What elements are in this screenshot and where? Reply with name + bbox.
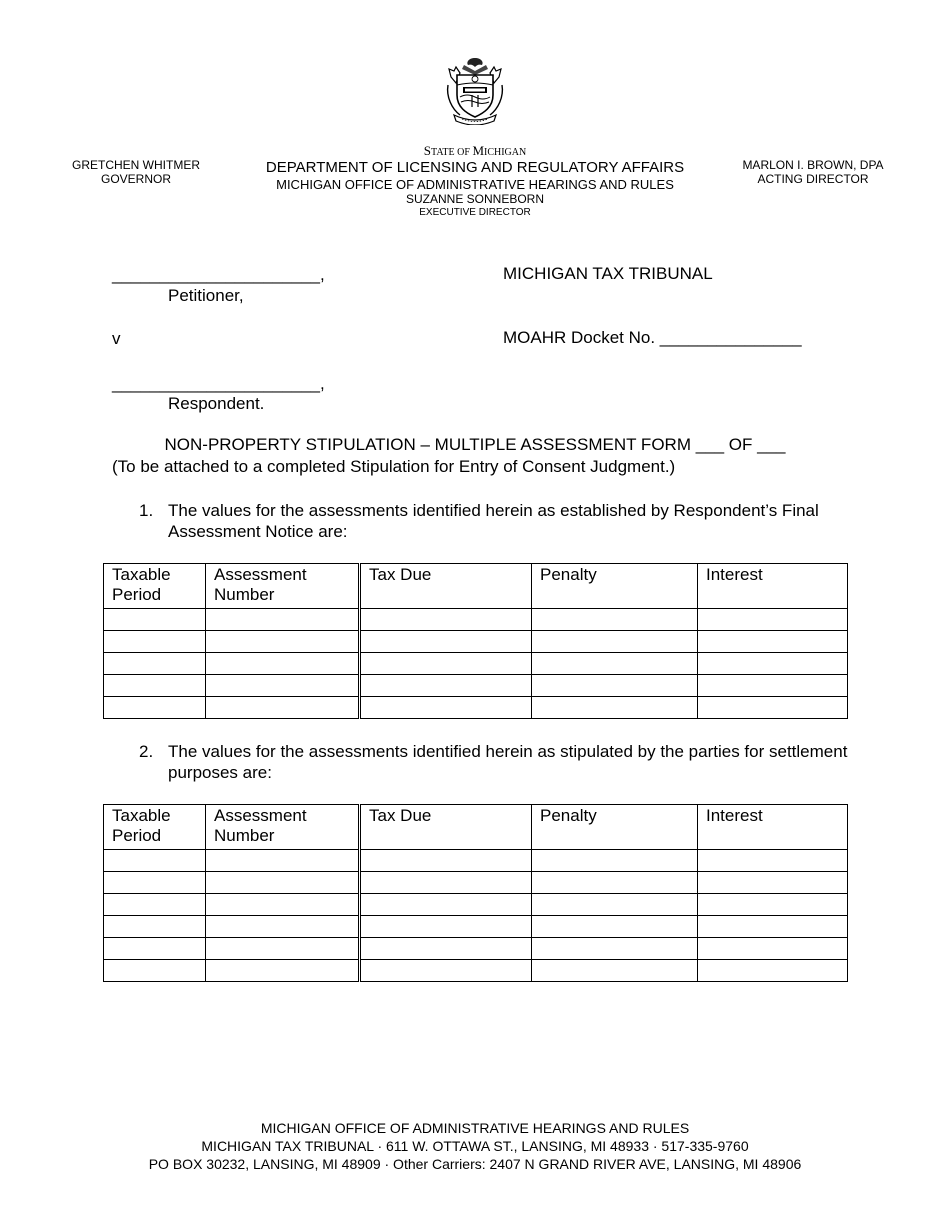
table-cell[interactable] bbox=[698, 872, 848, 894]
stipulated-assessment-table bbox=[103, 804, 848, 982]
table-cell[interactable] bbox=[360, 631, 532, 653]
tribunal-name: MICHIGAN TAX TRIBUNAL bbox=[503, 264, 713, 283]
table-cell[interactable] bbox=[104, 938, 206, 960]
column-header-tax-due: Tax Due bbox=[360, 805, 532, 850]
table-row bbox=[104, 697, 848, 719]
table-cell[interactable] bbox=[698, 653, 848, 675]
column-header-interest: Interest bbox=[698, 805, 848, 850]
table-header-row bbox=[104, 805, 848, 850]
table-cell[interactable] bbox=[532, 938, 698, 960]
director-block bbox=[732, 158, 894, 186]
michigan-state-seal-icon bbox=[442, 55, 508, 125]
table-cell[interactable] bbox=[532, 850, 698, 872]
table-cell[interactable] bbox=[360, 850, 532, 872]
table-row bbox=[104, 609, 848, 631]
table-cell[interactable] bbox=[104, 894, 206, 916]
table-header-row bbox=[104, 564, 848, 609]
table-cell[interactable] bbox=[698, 697, 848, 719]
column-header-taxable-period: Taxable Period bbox=[104, 805, 206, 850]
final-assessment-table bbox=[103, 563, 848, 719]
director-name: MARLON I. BROWN, DPA bbox=[742, 158, 884, 172]
column-header-taxable-period: Taxable Period bbox=[104, 564, 206, 609]
item-1-number: 1. bbox=[139, 501, 154, 520]
table-cell[interactable] bbox=[532, 872, 698, 894]
table-cell[interactable] bbox=[360, 609, 532, 631]
table-cell[interactable] bbox=[532, 697, 698, 719]
michigan-rest: ICHIGAN bbox=[484, 147, 527, 158]
column-header-interest: Interest bbox=[698, 564, 848, 609]
table-cell[interactable] bbox=[206, 653, 360, 675]
state-of-michigan-heading bbox=[0, 143, 950, 159]
item-2-number: 2. bbox=[139, 742, 154, 761]
table-cell[interactable] bbox=[206, 675, 360, 697]
respondent-label: Respondent. bbox=[168, 394, 265, 413]
table-body bbox=[104, 609, 848, 719]
table-row bbox=[104, 631, 848, 653]
footer-address: MICHIGAN TAX TRIBUNAL · 611 W. OTTAWA ST., LANSING, MI 48933 · 517-335-9760 bbox=[201, 1138, 749, 1154]
michigan-initial: M bbox=[472, 143, 484, 158]
item-2-text: The values for the assessments identified herein as stipulated by the parties for settlement purposes are: bbox=[168, 742, 848, 782]
table-cell[interactable] bbox=[532, 653, 698, 675]
governor-name: GRETCHEN WHITMER bbox=[72, 158, 200, 172]
versus-label: v bbox=[112, 329, 121, 348]
table-cell[interactable] bbox=[104, 609, 206, 631]
table-cell[interactable] bbox=[104, 631, 206, 653]
table-cell[interactable] bbox=[532, 631, 698, 653]
table-cell[interactable] bbox=[360, 675, 532, 697]
table-cell[interactable] bbox=[698, 675, 848, 697]
petitioner-blank: ______________________, bbox=[112, 265, 325, 284]
table-cell[interactable] bbox=[360, 938, 532, 960]
table-cell[interactable] bbox=[532, 916, 698, 938]
table-cell[interactable] bbox=[360, 894, 532, 916]
table-cell[interactable] bbox=[104, 653, 206, 675]
table-row bbox=[104, 938, 848, 960]
column-header-penalty: Penalty bbox=[532, 805, 698, 850]
table-cell[interactable] bbox=[698, 916, 848, 938]
table-cell[interactable] bbox=[104, 697, 206, 719]
table-row bbox=[104, 653, 848, 675]
table-row bbox=[104, 675, 848, 697]
table-cell[interactable] bbox=[104, 916, 206, 938]
governor-title: GOVERNOR bbox=[100, 172, 171, 186]
table-row bbox=[104, 916, 848, 938]
column-header-tax-due: Tax Due bbox=[360, 564, 532, 609]
table-row bbox=[104, 872, 848, 894]
table-row bbox=[104, 894, 848, 916]
table-cell[interactable] bbox=[206, 872, 360, 894]
docket-number-line: MOAHR Docket No. _______________ bbox=[503, 328, 802, 347]
state-initial: S bbox=[423, 143, 432, 158]
table-cell[interactable] bbox=[698, 609, 848, 631]
column-header-penalty: Penalty bbox=[532, 564, 698, 609]
petitioner-label: Petitioner, bbox=[168, 286, 244, 305]
table-cell[interactable] bbox=[360, 653, 532, 675]
table-cell[interactable] bbox=[532, 675, 698, 697]
table-cell[interactable] bbox=[532, 960, 698, 982]
respondent-blank: ______________________, bbox=[112, 374, 325, 393]
department-name: DEPARTMENT OF LICENSING AND REGULATORY AFFAIRS bbox=[265, 159, 685, 176]
table-cell[interactable] bbox=[698, 894, 848, 916]
table-cell[interactable] bbox=[206, 697, 360, 719]
table-cell[interactable] bbox=[206, 938, 360, 960]
table-cell[interactable] bbox=[698, 960, 848, 982]
table-cell[interactable] bbox=[104, 850, 206, 872]
table-cell[interactable] bbox=[698, 850, 848, 872]
executive-director-name: SUZANNE SONNEBORN bbox=[405, 192, 545, 206]
table-cell[interactable] bbox=[206, 960, 360, 982]
footer-mailing: PO BOX 30232, LANSING, MI 48909 · Other Carriers: 2407 N GRAND RIVER AVE, LANSING, MI 48906 bbox=[148, 1156, 802, 1172]
column-header-assessment-number: Assessment Number bbox=[206, 564, 360, 609]
column-header-assessment-number: Assessment Number bbox=[206, 805, 360, 850]
table-cell[interactable] bbox=[360, 960, 532, 982]
director-title: ACTING DIRECTOR bbox=[757, 172, 869, 186]
table-cell[interactable] bbox=[698, 631, 848, 653]
table-cell[interactable] bbox=[206, 850, 360, 872]
table-cell[interactable] bbox=[206, 894, 360, 916]
office-name: MICHIGAN OFFICE OF ADMINISTRATIVE HEARINGS AND RULES bbox=[276, 177, 674, 192]
form-note: (To be attached to a completed Stipulation for Entry of Consent Judgment.) bbox=[112, 457, 676, 476]
table-cell[interactable] bbox=[698, 938, 848, 960]
table-row bbox=[104, 960, 848, 982]
table-cell[interactable] bbox=[360, 697, 532, 719]
table-row bbox=[104, 850, 848, 872]
table-body bbox=[104, 850, 848, 982]
table-cell[interactable] bbox=[104, 872, 206, 894]
table-cell[interactable] bbox=[206, 609, 360, 631]
table-cell[interactable] bbox=[532, 894, 698, 916]
table-cell[interactable] bbox=[104, 675, 206, 697]
executive-director-title: EXECUTIVE DIRECTOR bbox=[419, 207, 531, 218]
state-rest: TATE OF bbox=[431, 147, 473, 158]
table-cell[interactable] bbox=[206, 916, 360, 938]
footer-office: MICHIGAN OFFICE OF ADMINISTRATIVE HEARINGS AND RULES bbox=[260, 1120, 690, 1136]
table-cell[interactable] bbox=[360, 916, 532, 938]
table-cell[interactable] bbox=[532, 609, 698, 631]
table-cell[interactable] bbox=[104, 960, 206, 982]
form-title: NON-PROPERTY STIPULATION – MULTIPLE ASSESSMENT FORM ___ OF ___ bbox=[164, 435, 786, 454]
item-1-text: The values for the assessments identified herein as established by Respondent’s Final Assessment Notice are: bbox=[168, 501, 819, 541]
table-cell[interactable] bbox=[360, 872, 532, 894]
table-cell[interactable] bbox=[206, 631, 360, 653]
